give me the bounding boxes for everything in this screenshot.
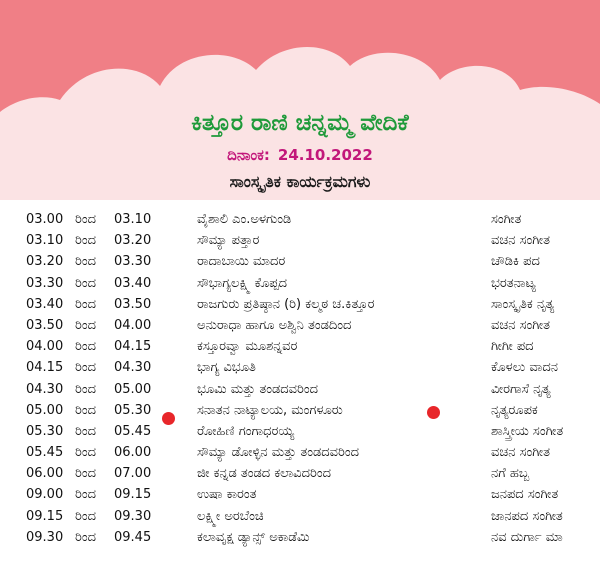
- schedule-row: [0, 252, 600, 273]
- start-time: 03.10: [26, 233, 64, 249]
- end-time: 03.30: [114, 254, 152, 270]
- schedule-row: [0, 274, 600, 295]
- schedule-row: [0, 295, 600, 316]
- start-time: 03.30: [26, 275, 64, 291]
- date-value: 24.10.2022: [277, 146, 373, 164]
- rinda-label: ರಿಂದ: [75, 317, 97, 333]
- performer-name: ಕಸ್ತೂರವ್ವಾ ಮೂಶನ್ನವರ: [197, 339, 298, 355]
- performance-type: ಭರತನಾಟ್ಯ: [491, 275, 536, 291]
- performance-type: ಜಾನಪದ ಸಂಗೀತ: [491, 508, 563, 524]
- performance-type: ವಚನ ಸಂಗೀತ: [491, 445, 550, 461]
- venue-title: ಕಿತ್ತೂರ ರಾಣಿ ಚನ್ನಮ್ಮ ವೇದಿಕೆ: [191, 110, 409, 136]
- schedule-row: [0, 337, 600, 358]
- schedule-row: [0, 485, 600, 506]
- start-time: 05.30: [26, 423, 64, 439]
- performance-type: ವಚನ ಸಂಗೀತ: [491, 233, 550, 249]
- performer-name: ರೋಹಿಣಿ ಗಂಗಾಧರಯ್ಯ: [197, 423, 295, 439]
- end-time: 05.45: [114, 423, 152, 439]
- performance-type: ನವ ದುರ್ಗಾ ಮಾ: [491, 529, 563, 545]
- rinda-label: ರಿಂದ: [75, 381, 97, 397]
- start-time: 03.20: [26, 254, 64, 270]
- performance-type: ನಗೆ ಹಬ್ಬ: [491, 466, 530, 482]
- start-time: 05.00: [26, 402, 64, 418]
- performance-type: ನೃತ್ಯರೂಪಕ: [491, 402, 538, 418]
- date-label: ದಿನಾಂಕ:: [227, 146, 270, 164]
- program-subtitle: ಸಾಂಸ್ಕೃತಿಕ ಕಾರ್ಯಕ್ರಮಗಳು: [229, 172, 371, 191]
- rinda-label: ರಿಂದ: [75, 296, 97, 312]
- performance-type: ಗೀಗೀ ಪದ: [491, 339, 534, 355]
- end-time: 09.15: [114, 487, 152, 503]
- performance-type: ಶಾಸ್ತ್ರೀಯ ಸಂಗೀತ: [491, 423, 564, 439]
- end-time: 05.00: [114, 381, 152, 397]
- start-time: 03.40: [26, 296, 64, 312]
- performance-type: ಕೊಳಲು ವಾದನ: [491, 360, 558, 376]
- schedule-row: [0, 231, 600, 252]
- start-time: 09.00: [26, 487, 64, 503]
- start-time: 05.45: [26, 445, 64, 461]
- end-time: 09.30: [114, 508, 152, 524]
- start-time: 04.15: [26, 360, 64, 376]
- end-time: 03.50: [114, 296, 152, 312]
- end-time: 03.10: [114, 212, 152, 227]
- date-line: [0, 146, 600, 164]
- performer-name: ಸನಾತನ ನಾಟ್ಯಾಲಯ, ಮಂಗಳೂರು: [197, 402, 343, 418]
- performance-type: ಜನಪದ ಸಂಗೀತ: [491, 487, 559, 503]
- performer-name: ಜೀ ಕನ್ನಡ ತಂಡದ ಕಲಾವಿದರಿಂದ: [197, 466, 331, 482]
- performance-type: ಸಾಂಸ್ಕೃತಿಕ ನೃತ್ಯ: [491, 296, 555, 312]
- schedule-row: [0, 380, 600, 401]
- performer-name: ಸೌಮ್ಯಾ ಡೋಳ್ಳಿನ ಮತ್ತು ತಂಡದವರಿಂದ: [197, 445, 360, 461]
- performance-type: ವಚನ ಸಂಗೀತ: [491, 317, 550, 333]
- schedule-row: [0, 316, 600, 337]
- schedule-row: [0, 422, 600, 443]
- schedule-row: [0, 528, 600, 549]
- end-time: 04.15: [114, 339, 152, 355]
- performance-type: ಸಂಗೀತ: [491, 212, 522, 227]
- end-time: 03.20: [114, 233, 152, 249]
- start-time: 04.30: [26, 381, 64, 397]
- schedule-row: [0, 507, 600, 528]
- rinda-label: ರಿಂದ: [75, 445, 97, 461]
- rinda-label: ರಿಂದ: [75, 233, 97, 249]
- performer-name: ಲಕ್ಷ್ಮೀ ಅರಬೆಂಚಿ: [197, 508, 264, 524]
- performer-name: ರಾಜಗುರು ಪ್ರತಿಷ್ಠಾನ (ರಿ) ಕಲ್ಮಠ ಚ.ಕಿತ್ತೂರ: [197, 296, 375, 312]
- performer-name: ಕಲಾವೃಕ್ಷ ಡ್ಯಾನ್ಸ್ ಅಕಾಡೆಮಿ: [197, 529, 310, 545]
- schedule-row: [0, 443, 600, 464]
- start-time: 03.00: [26, 212, 64, 227]
- end-time: 03.40: [114, 275, 152, 291]
- end-time: 06.00: [114, 445, 152, 461]
- end-time: 07.00: [114, 466, 152, 482]
- performer-name: ಉಷಾ ಕಾರಂತ: [197, 487, 257, 503]
- start-time: 03.50: [26, 317, 64, 333]
- rinda-label: ರಿಂದ: [75, 423, 97, 439]
- end-time: 04.00: [114, 317, 152, 333]
- schedule-list: [0, 210, 600, 549]
- schedule-row: [0, 210, 600, 231]
- red-dot-marker: [427, 406, 440, 419]
- rinda-label: ರಿಂದ: [75, 275, 97, 291]
- performer-name: ಸೌಮ್ಯಾ ಪತ್ತಾರ: [197, 233, 260, 249]
- performer-name: ಭಾಗ್ಯ ವಿಭೂತಿ: [197, 360, 256, 376]
- performer-name: ಭೂಮಿ ಮತ್ತು ತಂಡದವರಿಂದ: [197, 381, 319, 397]
- performer-name: ವೈಶಾಲಿ ಎಂ.ಅಳಗುಂಡಿ: [197, 212, 292, 227]
- end-time: 05.30: [114, 402, 152, 418]
- rinda-label: ರಿಂದ: [75, 402, 97, 418]
- performer-name: ಅನುರಾಧಾ ಹಾಗೂ ಅಶ್ವಿನಿ ತಂಡದಿಂದ: [197, 317, 352, 333]
- start-time: 06.00: [26, 466, 64, 482]
- start-time: 09.15: [26, 508, 64, 524]
- header-banner: [0, 0, 600, 200]
- rinda-label: ರಿಂದ: [75, 339, 97, 355]
- rinda-label: ರಿಂದ: [75, 212, 97, 227]
- red-dot-marker: [162, 412, 175, 425]
- rinda-label: ರಿಂದ: [75, 529, 97, 545]
- rinda-label: ರಿಂದ: [75, 508, 97, 524]
- rinda-label: ರಿಂದ: [75, 487, 97, 503]
- performer-name: ಸೌಭಾಗ್ಯಲಕ್ಷ್ಮಿ ಕೊಪ್ಪದ: [197, 275, 288, 291]
- rinda-label: ರಿಂದ: [75, 360, 97, 376]
- performance-type: ವೀರಗಾಸೆ ನೃತ್ಯ: [491, 381, 551, 397]
- start-time: 04.00: [26, 339, 64, 355]
- end-time: 04.30: [114, 360, 152, 376]
- performer-name: ರಾದಾಬಾಯಿ ಮಾದರ: [197, 254, 286, 270]
- schedule-row: [0, 464, 600, 485]
- schedule-row: [0, 358, 600, 379]
- end-time: 09.45: [114, 529, 152, 545]
- start-time: 09.30: [26, 529, 64, 545]
- rinda-label: ರಿಂದ: [75, 466, 97, 482]
- rinda-label: ರಿಂದ: [75, 254, 97, 270]
- performance-type: ಚೌಡಿಕಿ ಪದ: [491, 254, 540, 270]
- schedule-row: [0, 401, 600, 422]
